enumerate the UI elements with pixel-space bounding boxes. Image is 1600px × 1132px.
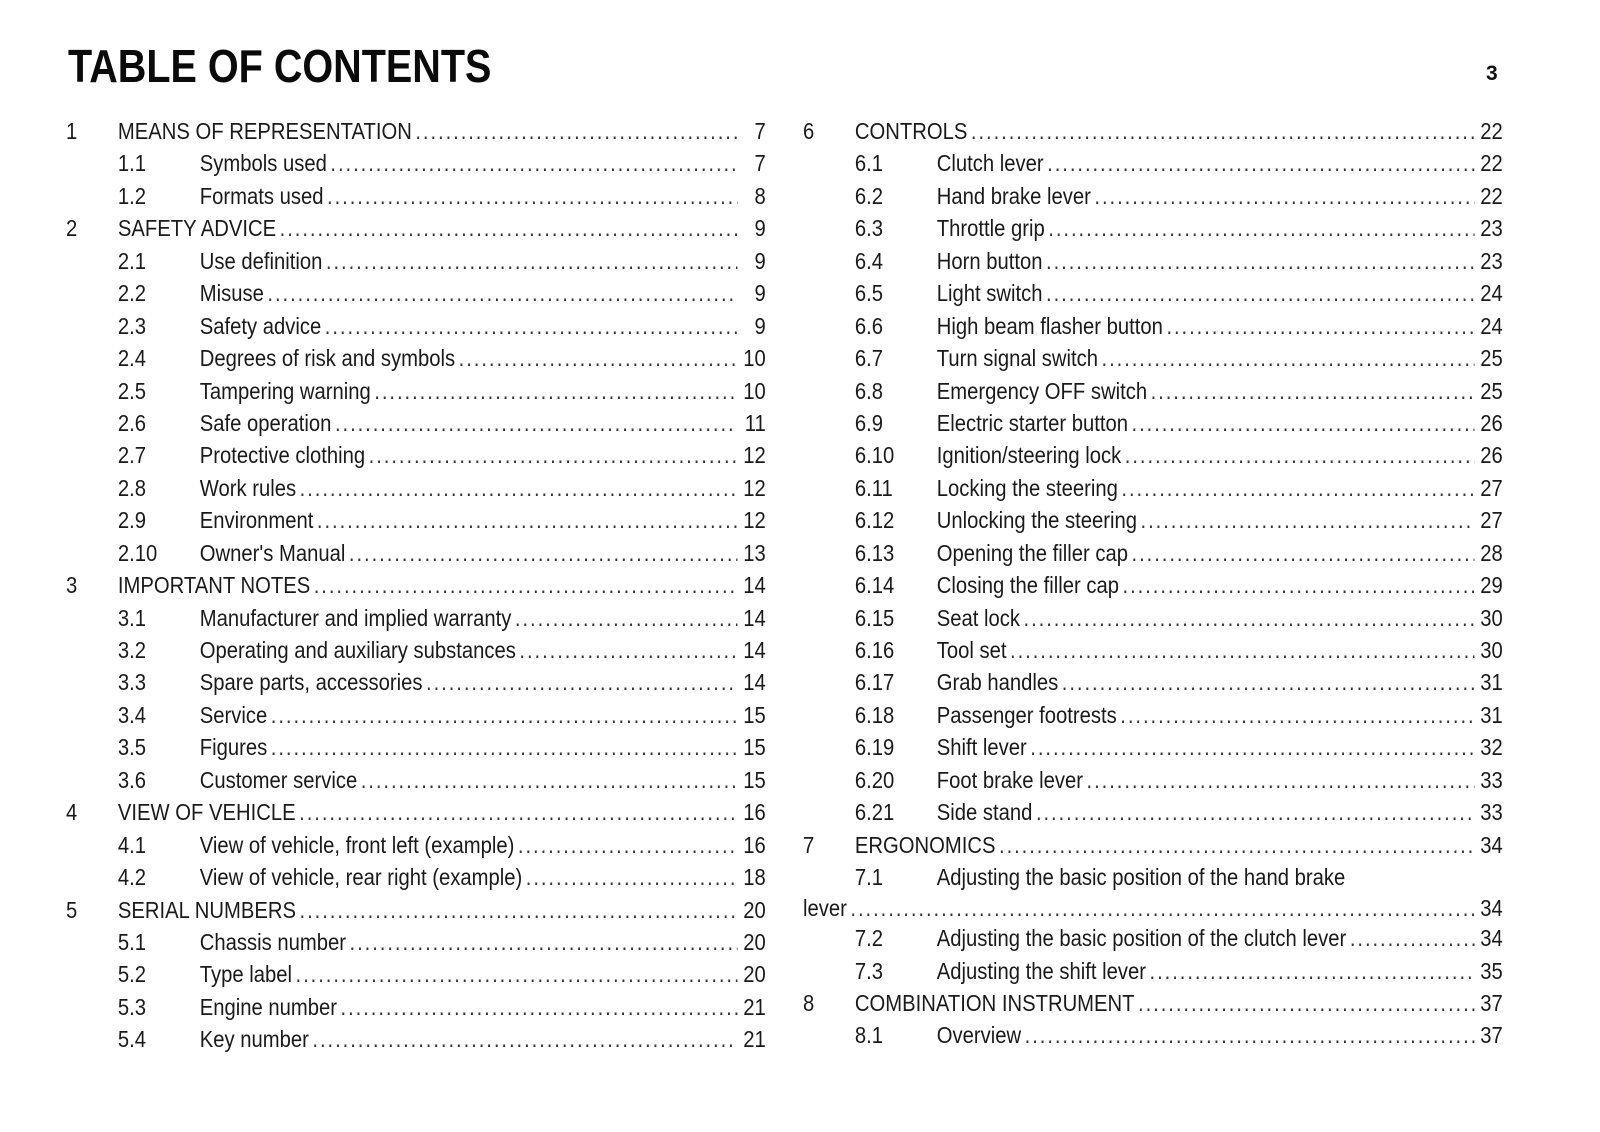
toc-section-entry[interactable]: [803, 504, 1503, 536]
entry-title: Hand brake lever: [936, 182, 1091, 209]
entry-title: Protective clothing: [199, 442, 366, 469]
entry-page-number: 9: [754, 280, 766, 307]
dot-leader: [1350, 922, 1475, 954]
dot-leader: [1087, 764, 1475, 796]
entry-title: Chassis number: [199, 928, 347, 955]
entry-page-number: 27: [1480, 507, 1503, 534]
entry-number: 6.13: [854, 539, 895, 566]
entry-title: Locking the steering: [936, 474, 1118, 501]
toc-section-entry[interactable]: [803, 569, 1503, 601]
toc-section-entry[interactable]: [66, 829, 766, 861]
dot-leader: [314, 569, 738, 601]
entry-page-number: 33: [1480, 766, 1503, 793]
toc-section-entry[interactable]: [66, 991, 766, 1023]
entry-page-number: 9: [754, 312, 766, 339]
entry-number: 6.19: [854, 734, 895, 761]
entry-number: 7.3: [854, 957, 884, 984]
dot-leader: [326, 245, 738, 277]
entry-page-number: 24: [1480, 280, 1503, 307]
toc-section-entry[interactable]: [803, 310, 1503, 342]
entry-number: 6.18: [854, 701, 895, 728]
entry-title: Key number: [199, 1026, 309, 1053]
toc-section-entry[interactable]: [803, 212, 1503, 244]
entry-title: Engine number: [199, 993, 338, 1020]
entry-title: Emergency OFF switch: [936, 377, 1148, 404]
entry-title: Passenger footrests: [936, 701, 1117, 728]
entry-number: 4.2: [117, 864, 147, 891]
entry-number: 6.11: [854, 474, 893, 501]
entry-page-number: 31: [1480, 669, 1503, 696]
entry-title: Turn signal switch: [936, 345, 1098, 372]
entry-page-number: 33: [1480, 799, 1503, 826]
toc-section-entry[interactable]: [803, 861, 1503, 922]
toc-section-entry[interactable]: [803, 180, 1503, 212]
toc-section-entry[interactable]: [66, 180, 766, 212]
entry-page-number: 14: [743, 669, 766, 696]
toc-section-entry[interactable]: [66, 666, 766, 698]
dot-leader: [1102, 342, 1475, 374]
entry-page-number: 9: [754, 247, 766, 274]
entry-title: Type label: [199, 961, 293, 988]
dot-leader: [271, 699, 738, 731]
toc-chapter-entry[interactable]: [803, 115, 1503, 147]
entry-page-number: 27: [1480, 474, 1503, 501]
entry-title: Tool set: [936, 637, 1007, 663]
entry-page-number: 23: [1480, 247, 1503, 274]
toc-section-entry[interactable]: [66, 245, 766, 277]
entry-title: Seat lock: [936, 604, 1021, 631]
entry-page-number: 35: [1480, 957, 1503, 984]
entry-page-number: 18: [743, 864, 766, 891]
entry-title: Ignition/steering lock: [936, 442, 1122, 469]
entry-title: Electric starter button: [936, 409, 1128, 436]
toc-section-entry[interactable]: [66, 504, 766, 536]
dot-leader: [1132, 537, 1475, 569]
entry-page-number: 7: [754, 118, 766, 144]
toc-chapter-entry[interactable]: [66, 569, 766, 601]
dot-leader: [374, 375, 737, 407]
entry-page-number: 28: [1480, 539, 1503, 566]
entry-page-number: 10: [743, 345, 766, 372]
entry-title: IMPORTANT NOTES: [117, 572, 311, 599]
toc-section-entry[interactable]: [803, 796, 1503, 828]
entry-title: SERIAL NUMBERS: [117, 896, 297, 923]
entry-number: 6.9: [854, 409, 884, 436]
dot-leader: [280, 212, 738, 244]
entry-number: 2.10: [117, 539, 158, 566]
entry-title: Operating and auxiliary substances: [199, 637, 516, 663]
dot-leader: [327, 180, 738, 212]
entry-page-number: 25: [1480, 377, 1503, 404]
entry-number: 1.2: [117, 182, 147, 209]
toc-section-entry[interactable]: [66, 926, 766, 958]
dot-leader: [999, 829, 1475, 861]
entry-number: 8: [803, 989, 815, 1016]
entry-title: Spare parts, accessories: [199, 669, 423, 696]
toc-section-entry[interactable]: [66, 602, 766, 634]
dot-leader: [519, 634, 737, 666]
entry-page-number: 21: [743, 1026, 766, 1053]
dot-leader: [459, 342, 738, 374]
entry-number: 8.1: [854, 1022, 884, 1049]
entry-title: Grab handles: [936, 669, 1059, 696]
entry-number: 6.12: [854, 507, 895, 534]
entry-page-number: 16: [743, 799, 766, 826]
dot-leader: [312, 1023, 737, 1055]
dot-leader: [296, 958, 738, 990]
toc-section-entry[interactable]: [803, 731, 1503, 763]
entry-title: Safety advice: [199, 312, 322, 339]
entry-page-number: 12: [743, 442, 766, 469]
entry-title: Side stand: [936, 799, 1033, 826]
entry-page-number: 12: [743, 474, 766, 501]
entry-title: Clutch lever: [936, 150, 1044, 177]
toc-section-entry[interactable]: [803, 764, 1503, 796]
entry-title: Owner's Manual: [199, 539, 346, 566]
dot-leader: [1024, 602, 1475, 634]
entry-number: 6.16: [854, 637, 895, 663]
entry-page-number: 14: [743, 572, 766, 599]
entry-number: 3.3: [117, 669, 147, 696]
dot-leader: [267, 277, 737, 309]
entry-number: 3.1: [117, 604, 147, 631]
entry-number: 2.2: [117, 280, 147, 307]
entry-number: 6.14: [854, 572, 895, 599]
toc-section-entry[interactable]: [66, 439, 766, 471]
page-number: 3: [1486, 62, 1498, 85]
dot-leader: [415, 115, 737, 147]
entry-number: 5.3: [117, 993, 147, 1020]
entry-page-number: 8: [754, 182, 766, 209]
entry-title: View of vehicle, front left (example): [199, 831, 515, 858]
toc-section-entry[interactable]: [803, 602, 1503, 634]
dot-leader: [325, 310, 738, 342]
entry-title: ERGONOMICS: [854, 831, 996, 858]
entry-title: Unlocking the steering: [936, 507, 1138, 534]
entry-page-number: 15: [743, 701, 766, 728]
entry-number: 5: [66, 896, 78, 923]
entry-page-number: 23: [1480, 215, 1503, 242]
entry-number: 7: [803, 831, 815, 858]
toc-section-entry[interactable]: [66, 147, 766, 179]
toc-section-entry[interactable]: [803, 407, 1503, 439]
entry-page-number: 26: [1480, 409, 1503, 436]
entry-title: Service: [199, 701, 268, 728]
entry-page-number: 34: [1480, 831, 1503, 858]
dot-leader: [361, 764, 738, 796]
toc-section-entry[interactable]: [66, 731, 766, 763]
entry-number: 5.4: [117, 1026, 147, 1053]
toc-section-entry[interactable]: [66, 472, 766, 504]
entry-number: 6.4: [854, 247, 884, 274]
dot-leader: [1120, 699, 1474, 731]
entry-page-number: 15: [743, 766, 766, 793]
entry-page-number: 34: [1480, 894, 1503, 921]
toc-section-entry[interactable]: [803, 277, 1503, 309]
entry-number: 2: [66, 215, 78, 242]
entry-number: 6.2: [854, 182, 884, 209]
entry-page-number: 14: [743, 637, 766, 663]
toc-section-entry[interactable]: [66, 861, 766, 893]
entry-title: Use definition: [199, 247, 323, 274]
entry-title: Figures: [199, 734, 268, 761]
dot-leader: [349, 537, 738, 569]
entry-page-number: 20: [743, 928, 766, 955]
dot-leader: [1121, 472, 1474, 504]
entry-number: 6.20: [854, 766, 895, 793]
entry-number: 2.5: [117, 377, 147, 404]
toc-section-entry[interactable]: [803, 245, 1503, 277]
entry-number: 6.5: [854, 280, 884, 307]
dot-leader: [515, 602, 738, 634]
entry-page-number: 22: [1480, 118, 1503, 144]
entry-title: SAFETY ADVICE: [117, 215, 277, 242]
toc-section-entry[interactable]: [803, 1019, 1503, 1051]
dot-leader: [1025, 1019, 1475, 1051]
dot-leader: [1030, 731, 1474, 763]
entry-number: 3.6: [117, 766, 147, 793]
entry-title: Work rules: [199, 474, 297, 501]
entry-title: COMBINATION INSTRUMENT: [854, 989, 1135, 1016]
entry-title: Environment: [199, 507, 314, 534]
toc-section-entry[interactable]: [66, 699, 766, 731]
entry-number: 6.7: [854, 345, 884, 372]
entry-page-number: 30: [1480, 604, 1503, 631]
toc-section-entry[interactable]: [803, 537, 1503, 569]
entry-page-number: 22: [1480, 182, 1503, 209]
dot-leader: [850, 894, 1474, 923]
toc-section-entry[interactable]: [66, 342, 766, 374]
entry-page-number: 10: [743, 377, 766, 404]
toc-section-entry[interactable]: [803, 147, 1503, 179]
entry-title: Formats used: [199, 182, 324, 209]
toc-section-entry[interactable]: [803, 634, 1503, 666]
entry-title: Misuse: [199, 280, 264, 307]
entry-number: 7.2: [854, 925, 884, 952]
entry-page-number: 7: [754, 150, 766, 177]
toc-section-entry[interactable]: [803, 666, 1503, 698]
entry-number: 2.7: [117, 442, 147, 469]
entry-number: 3: [66, 572, 78, 599]
entry-title: Symbols used: [199, 150, 327, 177]
dot-leader: [1138, 987, 1475, 1019]
dot-leader: [518, 829, 738, 861]
entry-page-number: 9: [754, 215, 766, 242]
entry-title: Horn button: [936, 247, 1043, 274]
entry-title: Foot brake lever: [936, 766, 1084, 793]
dot-leader: [1094, 180, 1474, 212]
entry-page-number: 21: [743, 993, 766, 1020]
dot-leader: [1150, 955, 1475, 987]
entry-page-number: 37: [1480, 1022, 1503, 1049]
page-title: TABLE OF CONTENTS: [68, 40, 492, 92]
toc-section-entry[interactable]: [66, 310, 766, 342]
entry-page-number: 25: [1480, 345, 1503, 372]
dot-leader: [330, 147, 737, 179]
entry-number: 1: [66, 118, 78, 144]
entry-title: View of vehicle, rear right (example): [199, 864, 523, 891]
entry-title: Degrees of risk and symbols: [199, 345, 456, 372]
dot-leader: [426, 666, 738, 698]
entry-number: 2.4: [117, 345, 147, 372]
entry-title: VIEW OF VEHICLE: [117, 799, 296, 826]
entry-number: 5.1: [117, 928, 147, 955]
entry-page-number: 20: [743, 961, 766, 988]
entry-title: Closing the filler cap: [936, 572, 1120, 599]
entry-number: 6.6: [854, 312, 884, 339]
entry-number: 6.8: [854, 377, 884, 404]
toc-chapter-entry[interactable]: [66, 212, 766, 244]
entry-page-number: 24: [1480, 312, 1503, 339]
entry-title: CONTROLS: [854, 118, 968, 144]
toc-section-entry[interactable]: [803, 955, 1503, 987]
entry-number: 5.2: [117, 961, 147, 988]
entry-title: Light switch: [936, 280, 1043, 307]
entry-page-number: 26: [1480, 442, 1503, 469]
entry-number: 1.1: [117, 150, 147, 177]
entry-title: Shift lever: [936, 734, 1027, 761]
entry-number: 7.1: [854, 864, 884, 891]
dot-leader: [1046, 277, 1475, 309]
entry-page-number: 16: [743, 831, 766, 858]
entry-page-number: 13: [743, 539, 766, 566]
toc-section-entry[interactable]: [66, 764, 766, 796]
dot-leader: [1132, 407, 1475, 439]
entry-number: 6: [803, 118, 815, 144]
entry-page-number: 34: [1480, 925, 1503, 952]
entry-number: 6.15: [854, 604, 895, 631]
toc-left-column: [66, 115, 766, 1056]
entry-number: 3.5: [117, 734, 147, 761]
entry-page-number: 15: [743, 734, 766, 761]
dot-leader: [335, 407, 738, 439]
entry-page-number: 37: [1480, 989, 1503, 1016]
toc-section-entry[interactable]: [66, 277, 766, 309]
dot-leader: [1125, 439, 1475, 471]
toc-section-entry[interactable]: [66, 407, 766, 439]
entry-title: Adjusting the basic position of the hand brake: [936, 864, 1346, 891]
entry-page-number: 31: [1480, 701, 1503, 728]
entry-number: 2.8: [117, 474, 147, 501]
dot-leader: [1062, 666, 1475, 698]
toc-section-entry[interactable]: [803, 699, 1503, 731]
toc-section-entry[interactable]: [803, 439, 1503, 471]
dot-leader: [526, 861, 738, 893]
toc-chapter-entry[interactable]: [66, 115, 766, 147]
entry-title: Manufacturer and implied warranty: [199, 604, 512, 631]
toc-section-entry[interactable]: [66, 375, 766, 407]
entry-page-number: 22: [1480, 150, 1503, 177]
entry-page-number: 29: [1480, 572, 1503, 599]
entry-number: 2.1: [117, 247, 147, 274]
entry-title: Adjusting the shift lever: [936, 957, 1147, 984]
entry-title: Safe operation: [199, 409, 332, 436]
toc-section-entry[interactable]: [803, 922, 1503, 954]
entry-number: 2.6: [117, 409, 147, 436]
entry-page-number: 20: [743, 896, 766, 923]
entry-title: Throttle grip: [936, 215, 1045, 242]
entry-number: 6.17: [854, 669, 895, 696]
toc-section-entry[interactable]: [66, 634, 766, 666]
dot-leader: [271, 731, 738, 763]
toc-chapter-entry[interactable]: [66, 894, 766, 926]
entry-number: 2.9: [117, 507, 147, 534]
dot-leader: [1047, 147, 1474, 179]
entry-number: 4: [66, 799, 78, 826]
dot-leader: [1046, 245, 1475, 277]
entry-number: 6.3: [854, 215, 884, 242]
entry-title: High beam flasher button: [936, 312, 1163, 339]
toc-section-entry[interactable]: [66, 958, 766, 990]
toc-section-entry[interactable]: [803, 375, 1503, 407]
dot-leader: [971, 115, 1475, 147]
toc-section-entry[interactable]: [66, 1023, 766, 1055]
entry-page-number: 30: [1480, 637, 1503, 663]
entry-title: Adjusting the basic position of the clutch lever: [936, 925, 1347, 952]
entry-title-continued: lever: [803, 894, 847, 921]
entry-number: 6.1: [854, 150, 884, 177]
dot-leader: [1141, 504, 1475, 536]
dot-leader: [341, 991, 738, 1023]
toc-right-column: [803, 115, 1503, 1052]
entry-page-number: 14: [743, 604, 766, 631]
toc-chapter-entry[interactable]: [803, 987, 1503, 1019]
toc-chapter-entry[interactable]: [66, 796, 766, 828]
entry-number: 2.3: [117, 312, 147, 339]
dot-leader: [1048, 212, 1474, 244]
toc-chapter-entry[interactable]: [803, 829, 1503, 861]
entry-page-number: 12: [743, 507, 766, 534]
dot-leader: [1166, 310, 1474, 342]
entry-title: Opening the filler cap: [936, 539, 1129, 566]
entry-number: 3.2: [117, 637, 147, 663]
dot-leader: [317, 504, 738, 536]
dot-leader: [1010, 634, 1475, 666]
entry-page-number: 32: [1480, 734, 1503, 761]
dot-leader: [1151, 375, 1475, 407]
entry-number: 3.4: [117, 701, 147, 728]
dot-leader: [1123, 569, 1475, 601]
entry-number: 6.10: [854, 442, 895, 469]
entry-title: Overview: [936, 1022, 1022, 1049]
toc-section-entry[interactable]: [803, 342, 1503, 374]
dot-leader: [350, 926, 738, 958]
entry-title: Tampering warning: [199, 377, 371, 404]
dot-leader: [369, 439, 738, 471]
toc-section-entry[interactable]: [66, 537, 766, 569]
dot-leader: [300, 472, 738, 504]
toc-section-entry[interactable]: [803, 472, 1503, 504]
entry-title: MEANS OF REPRESENTATION: [117, 118, 412, 144]
entry-number: 6.21: [854, 799, 895, 826]
dot-leader: [1036, 796, 1475, 828]
dot-leader: [299, 796, 737, 828]
entry-number: 4.1: [117, 831, 147, 858]
entry-title: Customer service: [199, 766, 358, 793]
dot-leader: [300, 894, 738, 926]
entry-page-number: 11: [744, 409, 766, 436]
